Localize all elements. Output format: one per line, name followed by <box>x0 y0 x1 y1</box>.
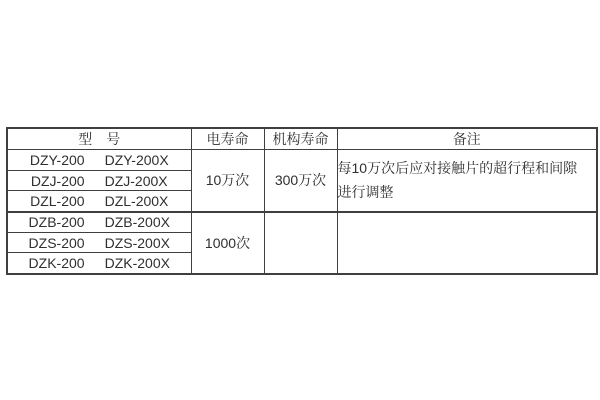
table-row <box>7 212 597 233</box>
spec-table <box>6 127 598 275</box>
col-header-electrical-life: 电寿命 <box>191 128 264 150</box>
table-row <box>7 150 597 171</box>
model-pair <box>8 214 191 230</box>
model-name: DZY-200X <box>104 151 169 168</box>
col-header-mechanism-life: 机构寿命 <box>264 128 337 150</box>
model-name: DZL-200X <box>104 192 169 209</box>
col-header-remarks: 备注 <box>337 128 597 150</box>
mechanism-life-group1: 300万次 <box>264 150 337 212</box>
model-pair <box>8 152 191 168</box>
model-pair <box>8 193 191 209</box>
header-row <box>7 128 597 150</box>
model-cell-dzs <box>7 232 191 253</box>
model-pair <box>8 235 191 251</box>
model-cell-dzb <box>7 212 191 233</box>
mechanism-life-group2 <box>264 212 337 274</box>
model-name: DZS-200X <box>104 234 170 251</box>
model-name: DZY-200 <box>29 151 85 168</box>
electrical-life-group1: 10万次 <box>191 150 264 212</box>
model-name: DZB-200X <box>104 214 170 231</box>
model-pair <box>8 255 191 271</box>
model-cell-dzl <box>7 191 191 212</box>
model-name: DZJ-200X <box>104 172 168 189</box>
model-name: DZB-200 <box>28 214 85 231</box>
remarks-group1 <box>337 150 597 212</box>
model-name: DZK-200X <box>104 255 170 272</box>
remark-line-2: 进行调整 <box>337 184 394 201</box>
remark-line-1: 每10万次后应对接触片的超行程和间隙 <box>337 160 578 177</box>
remarks-group2 <box>337 212 597 274</box>
electrical-life-group2: 1000次 <box>191 212 264 274</box>
model-pair <box>8 173 191 189</box>
model-name: DZJ-200 <box>30 172 85 189</box>
col-header-model: 型 号 <box>7 128 191 150</box>
model-cell-dzj <box>7 170 191 191</box>
model-cell-dzy <box>7 150 191 171</box>
model-name: DZS-200 <box>28 234 85 251</box>
model-name: DZL-200 <box>30 192 85 209</box>
model-cell-dzk <box>7 253 191 274</box>
model-name: DZK-200 <box>28 255 85 272</box>
